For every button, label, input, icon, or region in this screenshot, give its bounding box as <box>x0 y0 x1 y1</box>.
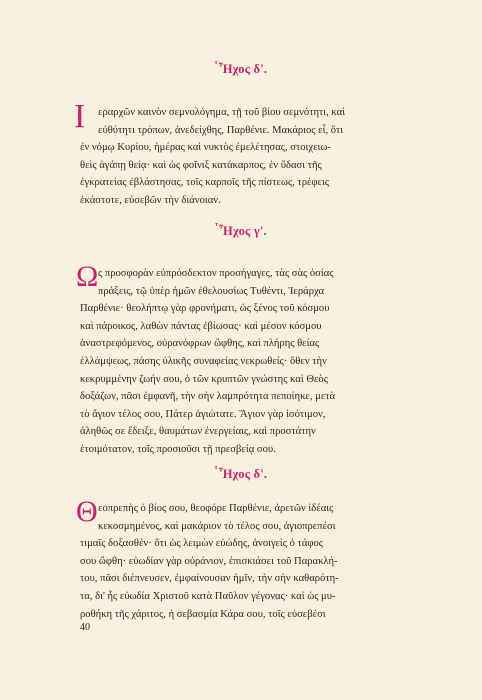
text-line: Παρθένιε· θεολήπτῳ γὰρ φρονήματι, ὡς ξένος τοῦ κόσμου <box>80 303 330 315</box>
text-line: ἐν νόμῳ Κυρίου, ἡμέρας καὶ νυκτὸς ἐμελέτησας, στοιχειω- <box>80 142 331 154</box>
text-line: δοξάζων, πᾶσι ἐμφανῆ, τὴν σὴν λαμπρότητα πεποίηκε, μετὰ <box>80 391 336 403</box>
section-mark: ᵀ <box>215 222 219 230</box>
text-line: ἐγκρατείας ἐβλάστησας, τοῖς καρποῖς τῆς πίστεως, τρέφεις <box>80 177 330 189</box>
text-line: ἑκάστοτε, εὐσεβῶν τὴν διάνοιαν. <box>80 194 221 206</box>
tone-title: Ἦχος δ'. <box>218 467 268 481</box>
troparion-paragraph-2 <box>80 265 400 459</box>
drop-cap-letter: Ι <box>74 98 86 135</box>
drop-cap-letter: Θ <box>76 495 98 528</box>
text-line: καὶ πάροικος, λαθὼν πάντας ἐβίωσας· καὶ μέσον κόσμου <box>80 320 322 332</box>
tone-heading-1 <box>0 62 482 77</box>
tone-heading-2 <box>0 224 482 239</box>
text-line: ἀναστρεφόμενος, οὐρανόφρων ὤφθης, καὶ πλήρης θείας <box>80 338 320 350</box>
text-line: ἐλλάμψεως, πάσης ὑλικῆς συναφείας νεκρωθείς· ὅθεν τὴν <box>80 355 327 367</box>
tone-heading-3 <box>0 467 482 482</box>
text-line: ἑτοιμότατον, τοῖς προσιοῦσι τῇ πρεσβείᾳ σου. <box>80 443 276 455</box>
text-line: θεὶς ἀγάπῃ θείᾳ· καὶ ὡς φοῖνιξ κατάκαρπος, ἐν ὕδασι τῆς <box>80 159 322 171</box>
text-line: του, πᾶσι διέπνευσεν, ἐμφαίνουσαν ἡμῖν, τὴν σὴν καθαρότη- <box>80 573 339 585</box>
text-line: εοπρεπὴς ὁ βίος σου, θεοφόρε Παρθένιε, ἀρετῶν ἰδέαις <box>98 503 334 514</box>
troparion-paragraph-3 <box>80 500 400 623</box>
text-line: τα, δι' ἧς εὐωδία Χριστοῦ κατὰ Παῦλον γέγονας· καὶ ὡς μυ- <box>80 590 336 602</box>
drop-cap-letter: Ω <box>76 260 99 293</box>
page-number: 40 <box>80 622 90 633</box>
section-mark: ᵀ <box>214 60 218 68</box>
text-line: τὸ ἅγιον τέλος σου, Πάτερ ἁγιώτατε. Ἅγιον γὰρ ἰσότιμον, <box>80 408 326 420</box>
text-line: ς προσφορὰν εὐπρόσδεκτον προσήγαγες, τὰς σὰς ὁσίας <box>98 268 334 279</box>
text-line: σου ὤφθη· εὐωδίαν γὰρ οὐράνιον, ἐπισκιάσει τοῦ Παρακλή- <box>80 555 338 567</box>
tone-title: Ἦχος γ'. <box>219 224 267 238</box>
text-line: τιμαῖς δοξασθέν· ὅτι ὡς λειμὼν εὐώδης, ἀνοιγεὶς ὁ τάφος <box>80 538 323 550</box>
text-line: κεκοσμημένος, καὶ μακάριον τὸ τέλος σου, ἁγιοπρεπέσι <box>98 520 336 532</box>
troparion-paragraph-1 <box>80 104 400 210</box>
text-line: κεκρυμμένην ζωήν σου, ὁ τῶν κρυπτῶν γνώστης καὶ Θεὸς <box>80 373 328 385</box>
text-line: εραρχῶν καινὸν σεμνολόγημα, τῇ τοῦ βίου σεμνότητι, καὶ <box>98 107 346 118</box>
text-line: ροθήκη τῆς χάριτος, ἡ σεβασμία Κάρα σου, τοῖς εὐσεβέσι <box>80 608 326 620</box>
tone-title: Ἦχος δ'. <box>218 62 268 76</box>
text-line: εὐθύτητι τρόπων, ἀνεδείχθης, Παρθένιε. Μακάριος εἶ, ὅτι <box>98 124 344 136</box>
text-line: πράξεις, τῷ ὑπὲρ ἡμῶν ἐθελουσίως Τυθέντι, Ἱεράρχα <box>98 285 325 297</box>
text-line: ἀληθῶς σε ἔδειξε, θαυμάτων ἐνεργείαις, καὶ προστάτην <box>80 426 316 438</box>
section-mark: ᵀ <box>214 465 218 473</box>
